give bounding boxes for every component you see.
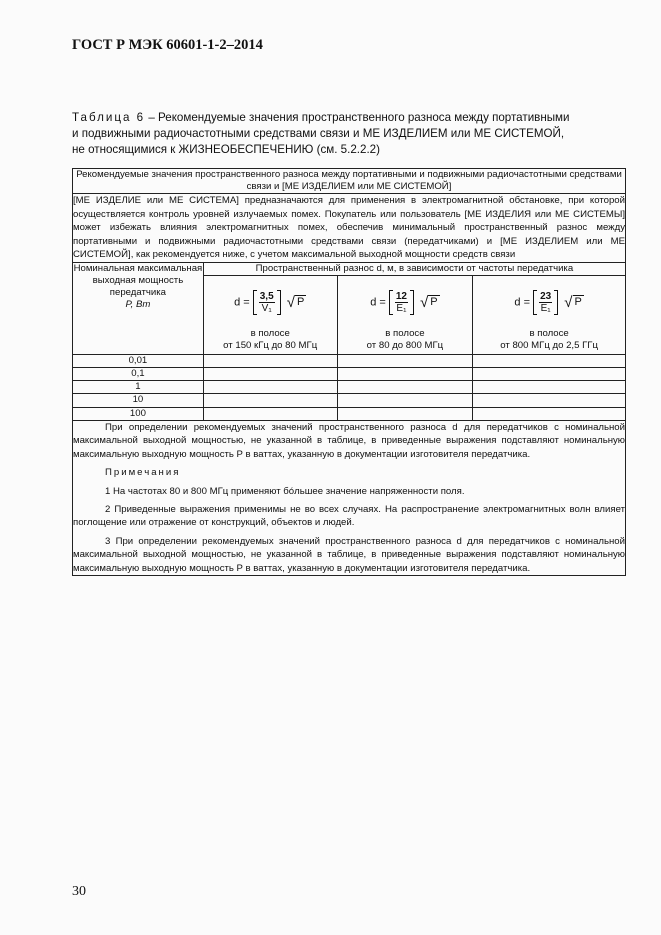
table-row	[73, 367, 626, 380]
formula-num: 23	[540, 290, 552, 302]
caption-line2: и подвижными радиочастотными средствами связи и МЕ ИЗДЕЛИЕМ или МЕ СИСТЕМОЙ,	[72, 127, 565, 140]
caption-line3: не относящимися к ЖИЗНЕОБЕСПЕЧЕНИЮ (см. 5.2.2.2)	[72, 143, 380, 156]
sqrt-symbol: √ P	[420, 293, 438, 311]
formula-num: 12	[395, 290, 407, 302]
formula-cell-3	[473, 275, 626, 354]
formula-den: E₁	[540, 302, 551, 314]
power-column-header	[73, 262, 204, 354]
formula-lhs: d =	[514, 295, 531, 308]
band-line2: от 80 до 800 МГц	[366, 339, 444, 351]
band-3	[473, 328, 625, 352]
power-value: 0,1	[73, 367, 204, 380]
distance-column-header: Пространственный разнос d, м, в зависимости от частоты передатчика	[203, 262, 625, 275]
power-value: 100	[73, 407, 204, 420]
note-2: 2 Приведенные выражения применимы не во всех случаях. На распространение электромагнитных волн влияет поглощение или отражение от конструкций, объектов и людей.	[73, 504, 625, 529]
power-value: 1	[73, 381, 204, 394]
formula-cell-2	[337, 275, 473, 354]
formula-3	[473, 290, 625, 315]
band-line1: в полосе	[385, 327, 425, 339]
caption-line1: – Рекомендуемые значения пространственного разноса между портативными	[145, 111, 570, 124]
band-1	[204, 328, 337, 352]
power-header-text: Номинальная максимальная выходная мощность передатчика	[73, 262, 203, 298]
sqrt-symbol: √ P	[286, 293, 305, 311]
formula-lhs: d =	[234, 295, 250, 308]
formula-den: E₁	[396, 302, 407, 314]
table-row	[73, 407, 626, 420]
formula-lhs: d =	[370, 295, 386, 308]
table-caption	[72, 110, 632, 158]
formula-2	[338, 290, 473, 315]
table-row	[73, 354, 626, 367]
standard-header: ГОСТ Р МЭК 60601-1-2–2014	[72, 37, 263, 53]
page-number: 30	[72, 884, 86, 899]
note-1: 1 На частотах 80 и 800 МГц применяют бóльшее значение напряженности поля.	[105, 485, 465, 497]
caption-label: Таблица 6	[72, 111, 146, 124]
table-footnote: При определении рекомендуемых значений пространственного разноса d для передатчиков с номинальной максимальной выходной мощностью, не указанной в таблице, в приведенные выражения подставляют номинальную максимальную выходную мощность P в ваттах, указанную в документации изготовителя передатчика.	[73, 421, 625, 460]
table-row	[73, 381, 626, 394]
band-line1: в полосе	[250, 327, 290, 339]
note-3: 3 При определении рекомендуемых значений пространственного разноса d для передатчиков с номинальной максимальной выходной мощностью, не указанной в таблице, в приведенные выражения подставляют номинальную максимальную выходную мощность P в ваттах, указанную в документации изготовителя передатчика.	[73, 535, 625, 574]
formula-den: V₁	[261, 302, 272, 314]
formula-cell-1	[203, 275, 337, 354]
band-line2: от 150 кГц до 80 МГц	[223, 339, 318, 351]
power-header-unit: P, Вт	[125, 298, 151, 310]
band-line2: от 800 МГц до 2,5 ГГц	[500, 339, 598, 351]
table-row	[73, 394, 626, 407]
formula-radicand: P	[296, 295, 305, 308]
power-value: 10	[73, 394, 204, 407]
formula-radicand: P	[574, 295, 582, 308]
table-intro: [МЕ ИЗДЕЛИЕ или МЕ СИСТЕМА] предназначаются для применения в электромагнитной обстановке, при которой осуществляется контроль уровней излучаемых помех. Покупатель или пользователь [МЕ ИЗДЕЛИЯ или МЕ СИСТЕМЫ] может избежать влияния электромагнитных помех, обеспечив минимальный пространственный разнос между портативными и подвижными радиочастотными средствами связи (передатчиками) и [МЕ ИЗДЕЛИЕМ или МЕ СИСТЕМОЙ], как рекомендуется ниже, с учетом максимальной выходной мощности средств связи	[73, 195, 625, 260]
formula-1	[204, 290, 337, 315]
table-title: Рекомендуемые значения пространственного разноса между портативными и подвижными радиочастотными средствами связи и [МЕ ИЗДЕЛИЕМ или МЕ СИСТЕМОЙ]	[73, 169, 626, 194]
notes-title: Примечания	[105, 467, 181, 479]
sqrt-symbol: √ P	[564, 293, 582, 311]
power-value: 0,01	[73, 354, 204, 367]
separation-distance-table	[72, 168, 626, 576]
band-2	[338, 328, 473, 352]
band-line1: в полосе	[529, 327, 569, 339]
formula-num: 3,5	[259, 290, 274, 302]
notes-block	[73, 420, 626, 575]
formula-radicand: P	[430, 295, 438, 308]
